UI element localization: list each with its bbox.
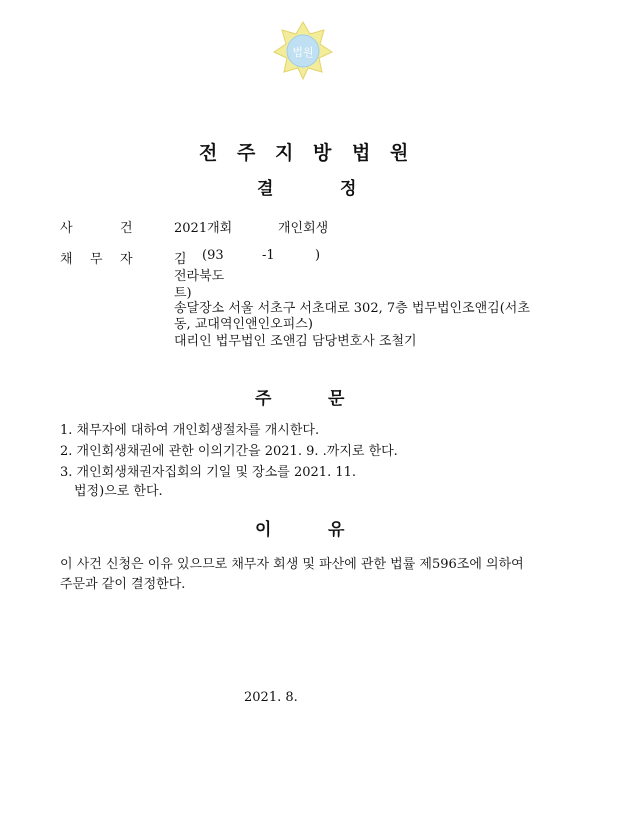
case-name: 개인회생 (278, 221, 329, 236)
order-heading-char: 문 (328, 389, 345, 409)
court-name-char: 원 (390, 142, 409, 164)
court-name-char: 방 (313, 142, 332, 164)
order-heading-char: 주 (255, 389, 272, 409)
emblem-text: 법원 (292, 46, 314, 59)
doc-type-char: 정 (340, 179, 357, 199)
debtor-name: 김 (174, 252, 187, 267)
debtor-label-char: 채 (60, 252, 73, 267)
case-label-char: 사 (60, 221, 73, 236)
debtor-label-char: 무 (90, 252, 103, 267)
debtor-id-mid: -1 (262, 248, 275, 263)
decision-date: 2021. 8. (244, 690, 298, 705)
court-name-char: 전 (199, 142, 218, 164)
case-number: 2021개회 (174, 221, 233, 236)
legal-agent: 대리인 법무법인 조앤김 담당변호사 조철기 (174, 334, 417, 349)
court-name-char: 지 (275, 142, 294, 164)
reason-text-line1: 이 사건 신청은 이유 있으므로 채무자 회생 및 파산에 관한 법률 제596조에 의하여 (60, 557, 524, 572)
order-item: 1. 채무자에 대하여 개인회생절차를 개시한다. (60, 423, 320, 438)
order-item: 3. 개인회생채권자집회의 기일 및 장소를 2021. 11. (60, 465, 357, 480)
reason-heading-char: 유 (328, 520, 345, 540)
court-name-char: 법 (352, 142, 371, 164)
order-item-continuation: 법정)으로 한다. (74, 484, 163, 499)
debtor-id-close: ) (315, 248, 321, 263)
debtor-address-line2: 트) (174, 286, 192, 301)
debtor-label-char: 자 (120, 252, 133, 267)
debtor-id-open: (93 (202, 248, 224, 263)
court-emblem-icon (272, 20, 334, 80)
reason-text-line2: 주문과 같이 결정한다. (60, 577, 186, 592)
case-label-char: 건 (120, 221, 133, 236)
service-place-line2: 동, 교대역인앤인오피스) (174, 317, 313, 332)
debtor-address-line1: 전라북도 (174, 269, 225, 284)
doc-type-char: 결 (257, 179, 274, 199)
reason-heading-char: 이 (255, 520, 272, 540)
court-name-char: 주 (237, 142, 256, 164)
service-place-line1: 송달장소 서울 서초구 서초대로 302, 7층 법무법인조앤김(서초 (174, 301, 530, 316)
order-item: 2. 개인회생채권에 관한 이의기간을 2021. 9. .까지로 한다. (60, 444, 398, 459)
